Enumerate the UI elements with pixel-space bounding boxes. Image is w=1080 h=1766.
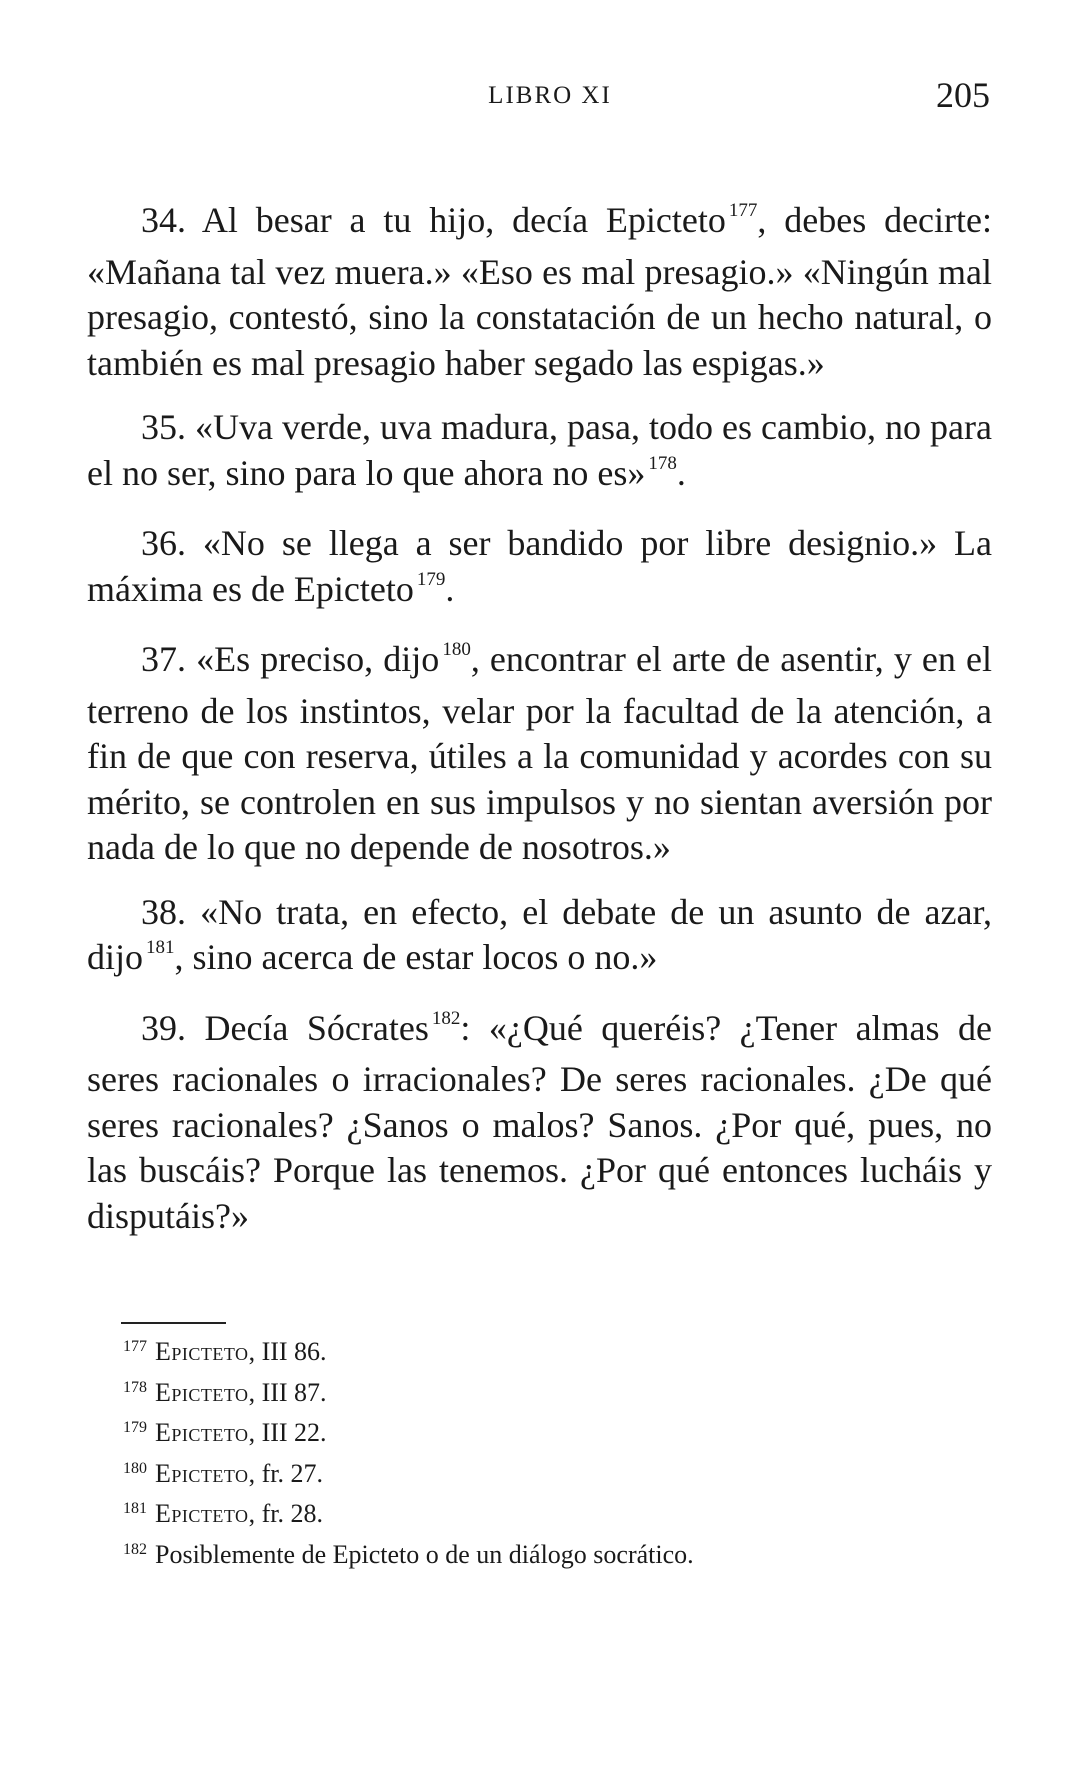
footnote-ref: 180 bbox=[442, 639, 471, 660]
footnote-reference: , III 87. bbox=[248, 1377, 327, 1407]
paragraph-38 bbox=[87, 890, 992, 987]
footnote-reference: Posiblemente de Epicteto o de un diálogo socrático. bbox=[155, 1539, 694, 1569]
footnote-ref: 182 bbox=[431, 1007, 461, 1029]
paragraph-text: 36. «No se llega a ser bandido por libre designio.» La máxima es de Epicteto bbox=[87, 523, 992, 609]
footnote-author: Epicteto bbox=[155, 1337, 249, 1366]
paragraph-text: . bbox=[445, 568, 455, 609]
page-number: 205 bbox=[936, 75, 990, 115]
paragraph-text: , debes decirte: «Mañana tal vez muera.» «Eso es mal presagio.» «Ningún mal presagio, contestó, sino la constatación de un hecho natural, o también es mal presagio haber segado las espigas.» bbox=[87, 200, 992, 383]
paragraph-37 bbox=[87, 637, 992, 871]
footnote-number: 182 bbox=[123, 1540, 147, 1558]
footnote-182 bbox=[123, 1537, 983, 1578]
footnote-divider bbox=[121, 1322, 226, 1324]
paragraph-text: 38. «No trata, en efecto, el debate de un asunto de azar, dijo bbox=[87, 891, 992, 977]
paragraph-39 bbox=[87, 1006, 992, 1240]
paragraph-text: : «¿Qué queréis? ¿Tener almas de seres racionales o irracionales? De seres racionales. ¿De qué seres racionales? ¿Sanos o malos? Sanos. ¿Por qué, pues, no las buscáis? Porque las tenemos. ¿Por qué entonces lucháis y disputáis?» bbox=[87, 1007, 992, 1236]
footnote-178 bbox=[123, 1375, 983, 1416]
footnote-reference: , fr. 28. bbox=[248, 1499, 323, 1529]
footnote-ref: 179 bbox=[416, 568, 446, 590]
paragraph-text: 34. Al besar a tu hijo, decía Epicteto bbox=[141, 200, 726, 240]
paragraph-36 bbox=[87, 521, 992, 618]
paragraph-text: , sino acerca de estar locos o no.» bbox=[174, 937, 658, 977]
paragraph-35 bbox=[87, 405, 992, 502]
paragraph-34 bbox=[87, 198, 992, 386]
paragraph-text: , encontrar el arte de asentir, y en el terreno de los instintos, velar por la facultad de la atención, a fin de que con reserva, útiles a la comunidad y acordes con su mérito, se controlen en sus impulsos y no sientan aversión por nada de lo que no depende de nosotros.» bbox=[87, 639, 993, 867]
footnote-number: 178 bbox=[123, 1378, 147, 1396]
footnote-reference: , III 22. bbox=[248, 1418, 327, 1448]
paragraph-text: 35. «Uva verde, uva madura, pasa, todo es cambio, no para el no ser, sino para lo que ahora no es» bbox=[87, 407, 992, 493]
footnote-181 bbox=[123, 1496, 983, 1537]
paragraph-text: 39. Decía Sócrates bbox=[141, 1007, 429, 1048]
footnote-number: 180 bbox=[123, 1459, 147, 1477]
body-text bbox=[87, 198, 992, 1258]
footnote-reference: , III 86. bbox=[248, 1337, 327, 1366]
footnote-ref: 178 bbox=[648, 452, 677, 474]
footnote-author: Epicteto bbox=[155, 1377, 249, 1407]
footnote-179 bbox=[123, 1415, 983, 1456]
footnote-177 bbox=[123, 1334, 983, 1375]
footnote-reference: , fr. 27. bbox=[248, 1458, 323, 1488]
footnote-author: Epicteto bbox=[155, 1418, 249, 1448]
footnote-number: 179 bbox=[123, 1419, 147, 1437]
footnote-number: 177 bbox=[123, 1338, 147, 1355]
footnote-author: Epicteto bbox=[155, 1458, 249, 1488]
footnotes bbox=[123, 1334, 983, 1578]
footnote-ref: 177 bbox=[728, 200, 758, 221]
paragraph-text: . bbox=[676, 452, 686, 493]
footnote-180 bbox=[123, 1456, 983, 1497]
running-header-title: LIBRO XI bbox=[488, 82, 612, 109]
footnote-number: 181 bbox=[123, 1500, 147, 1518]
paragraph-text: 37. «Es preciso, dijo bbox=[141, 639, 440, 679]
footnote-author: Epicteto bbox=[155, 1499, 249, 1529]
footnote-ref: 181 bbox=[146, 937, 175, 958]
